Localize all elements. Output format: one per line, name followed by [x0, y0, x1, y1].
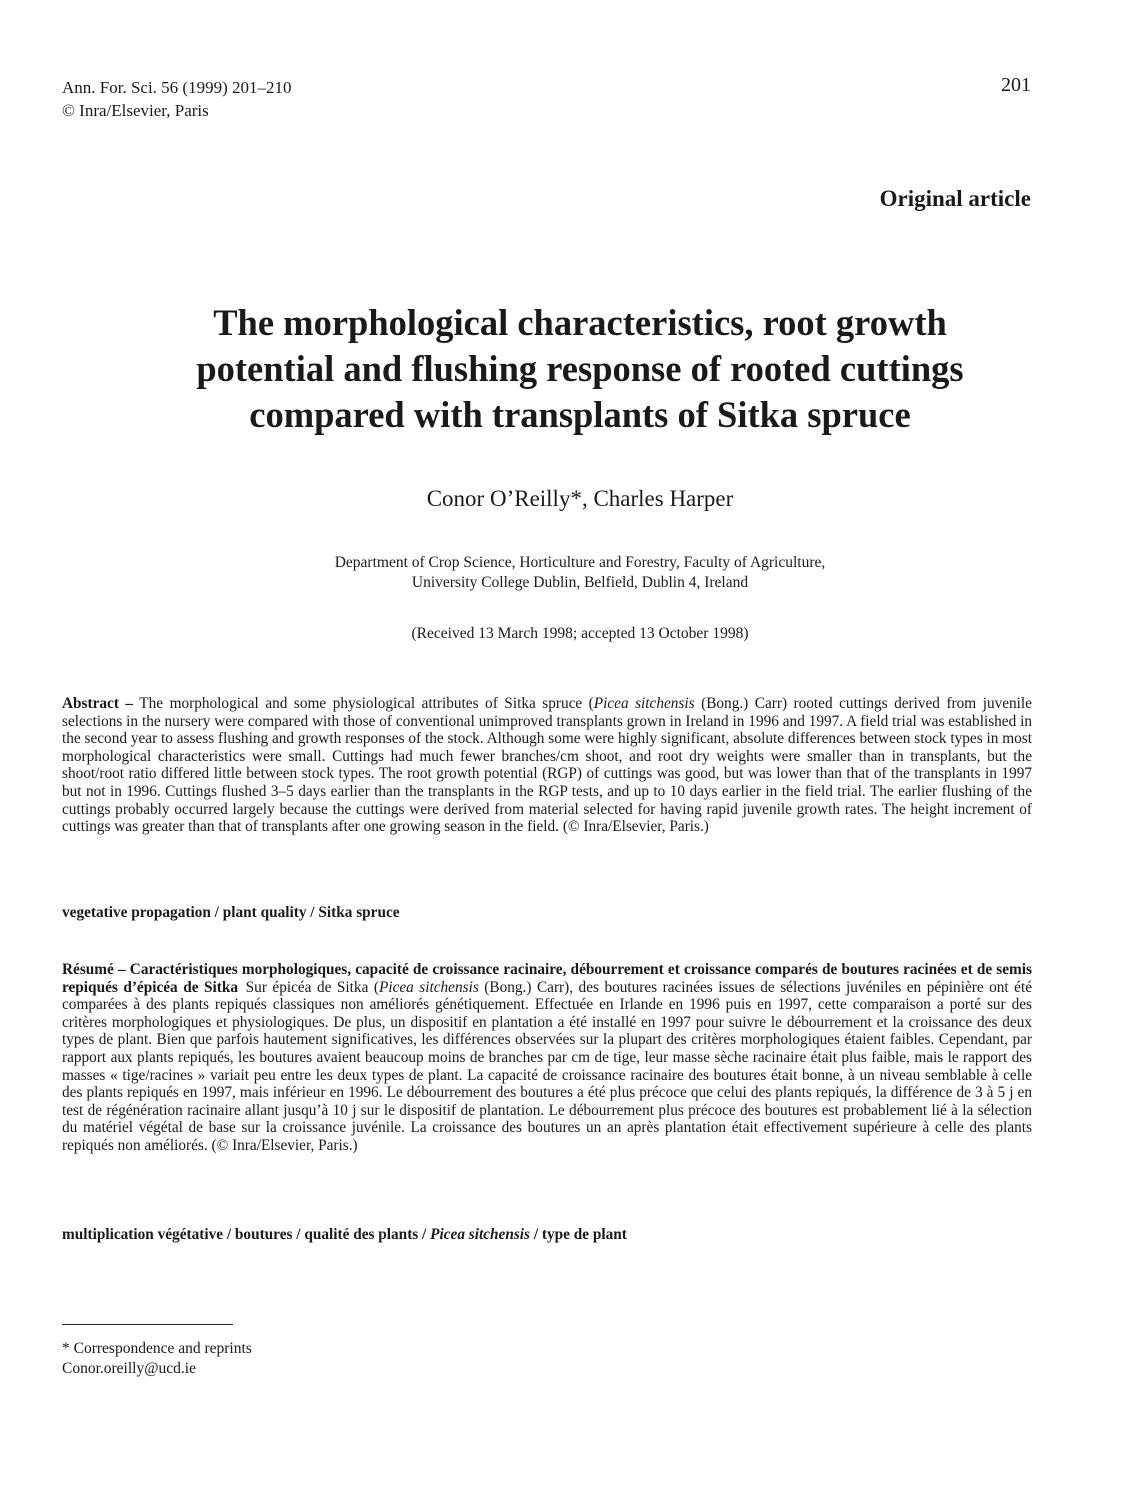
keywords-text: multiplication végétative / boutures / qualité des plants /: [62, 1226, 431, 1243]
title-line: The morphological characteristics, root growth: [213, 302, 947, 343]
abstract-text: (Bong.) Carr) rooted cuttings derived from juvenile selections in the nursery were compared with those of conventional unimproved transplants grown in Ireland in 1996 and 1997. A field trial was established in the second year to assess flushing and growth responses of the stock. Although some were highly significant, absolute differences between stock types in most morphological characteristics were small. Cuttings had much fewer branches/cm shoot, and root dry weights were smaller than in transplants, but the shoot/root ratio differed little between stock types. The root growth potential (RGP) of cuttings was good, but was lower than that of the transplants in 1997 but not in 1996. Cuttings flushed 3–5 days earlier than the transplants in the RGP tests, and up to 10 days earlier in the field trial. The earlier flushing of the cuttings probably occurred largely because the cuttings were derived from material selected for having rapid juvenile growth rates. The height increment of cuttings was greater than that of transplants after one growing season in the field. (© Inra/Elsevier, Paris.): [62, 695, 1032, 836]
journal-citation: Ann. For. Sci. 56 (1999) 201–210: [62, 78, 292, 97]
journal-header: [62, 76, 292, 122]
author-email: Conor.oreilly@ucd.ie: [62, 1360, 196, 1377]
species-name: Picea sitchensis: [593, 695, 695, 712]
affiliation-line: Department of Crop Science, Horticulture and Forestry, Faculty of Agriculture,: [334, 554, 826, 571]
resume-text: (Bong.) Carr), des boutures racinées issues de sélections juvéniles en pépinière ont été comparées à des plants repiqués classiques non améliorés génétiquement. Effectuée en Irlande en 1996 puis en 1997, cette comparaison a porté sur des critères morphologiques et physiologiques. De plus, un dispositif en plantation a été installé en 1997 pour suivre le débourrement et la croissance des deux types de plant. Bien que parfois hautement significatives, les différences observées sur la plupart des critères morphologiques étaient faibles. Cependant, par rapport aux plants repiqués, les boutures avaient beaucoup moins de branches par cm de tige, leur masse sèche racinaire était plus faible, mais le rapport des masses « tige/racines » variait peu entre les deux types de plant. La capacité de croissance racinaire des boutures était bonne, à un niveau semblable à celle des plants repiqués en 1997, mais inférieur en 1996. Le débourrement des boutures a été plus précoce que celui des plants repiqués, la différence de 3 à 5 j en test de régénération racinaire allant jusqu’à 10 j sur le dispositif de plantation. Le débourrement plus précoce des boutures est probablement lié à la sélection du matériel végétal de base sur la croissance juvénile. La croissance des boutures un an après plantation était effectivement supérieure à celle des plants repiqués non améliorés. (© Inra/Elsevier, Paris.): [62, 978, 1032, 1154]
species-name: Picea sitchensis: [378, 978, 479, 996]
correspondence-note: * Correspondence and reprints: [62, 1340, 252, 1357]
title-line: potential and flushing response of rooted cuttings: [196, 348, 964, 389]
title-line: compared with transplants of Sitka spruce: [249, 394, 911, 435]
footnote-divider: [62, 1324, 233, 1325]
abstract-paragraph: [62, 695, 1032, 836]
resume-paragraph: [62, 961, 1032, 1155]
species-name: Picea sitchensis: [430, 1226, 530, 1243]
page-number: 201: [1001, 74, 1031, 96]
resume-text: Sur épicéa de Sitka (: [238, 978, 379, 996]
publisher-copyright: © Inra/Elsevier, Paris: [62, 101, 209, 120]
footnote: [62, 1339, 252, 1379]
keywords-french: [62, 1226, 1032, 1244]
resume-title: Résumé – Caractéristiques morphologiques, capacité de croissance racinaire, débourrement et croissance comparés de boutures racinées et de semis repiqués d’épicéa de Sitka: [62, 961, 1032, 996]
article-title: [70, 300, 1090, 438]
abstract-text: The morphological and some physiological attributes of Sitka spruce (: [133, 695, 594, 712]
abstract-label: Abstract –: [62, 695, 134, 712]
affiliation: [70, 553, 1090, 593]
article-type-label: Original article: [879, 186, 1031, 211]
keywords-text: / type de plant: [530, 1226, 627, 1243]
affiliation-line: University College Dublin, Belfield, Dublin 4, Ireland: [411, 574, 749, 591]
author-list: Conor O’Reilly*, Charles Harper: [426, 486, 734, 511]
keywords-english: vegetative propagation / plant quality / Sitka spruce: [62, 904, 400, 921]
received-dates: (Received 13 March 1998; accepted 13 October 1998): [411, 625, 749, 642]
